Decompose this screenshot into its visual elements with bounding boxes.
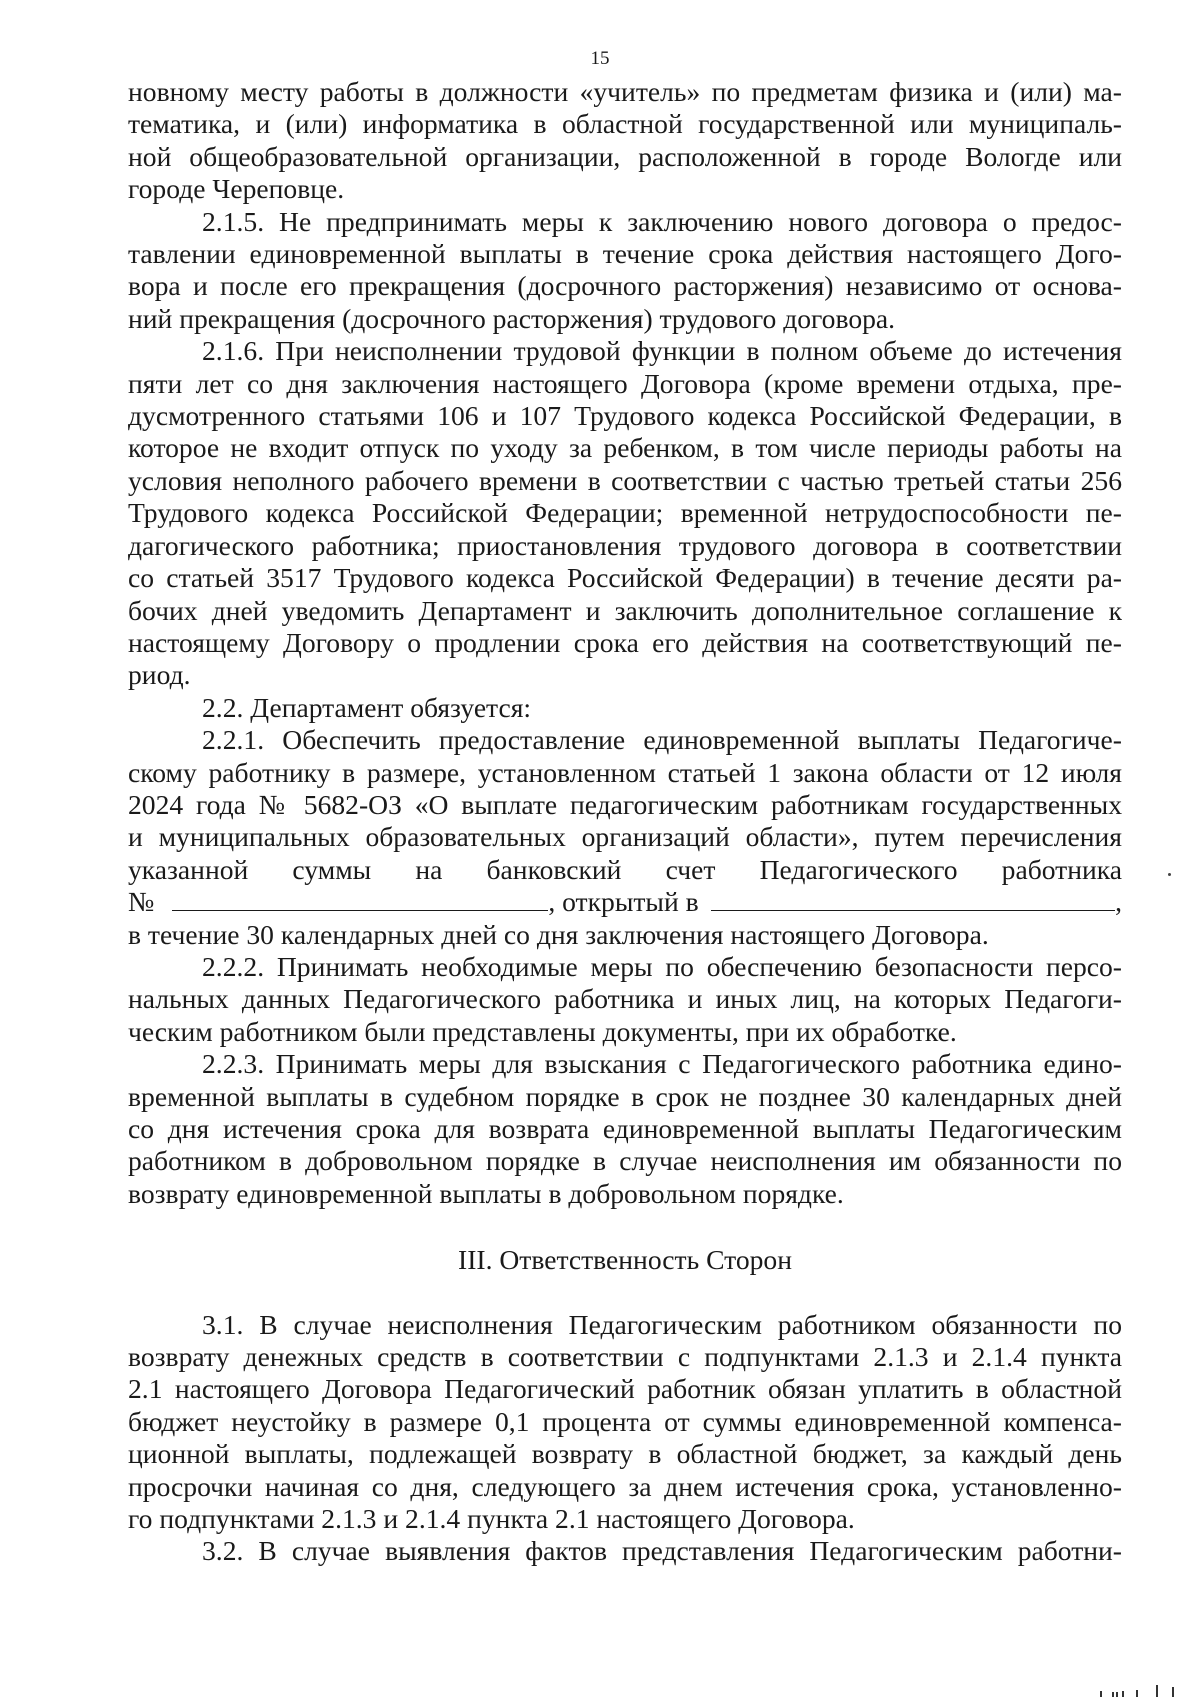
scan-mark [1156,1685,1158,1697]
text-line: бочих дней уведомить Департамент и заключить дополнительное соглашение к [128,594,1122,626]
text-line: 3.1. В случае неисполнения Педагогическим работником обязанности по [202,1308,1122,1340]
text-line: городе Череповце. [128,173,345,205]
text-line: в течение 30 календарных дней со дня заключения настоящего Договора. [128,918,989,950]
text-line: тематика, и (или) информатика в областной государственной или муниципаль- [128,108,1122,140]
text-line: ческим работником были представлены документы, при их обработке. [128,1015,957,1047]
text-line: 2.2.2. Принимать необходимые меры по обеспечению безопасности персо- [202,950,1122,982]
bank-name-blank[interactable] [711,888,1115,911]
text-line: тавлении единовременной выплаты в течение срока действия настоящего Дого- [128,238,1122,270]
opened-at-label: , открытый в [548,886,699,918]
paragraph-2-2 [128,692,1122,724]
scan-dot [1168,873,1171,876]
scan-mark [1172,1687,1174,1697]
document-body [128,76,1122,1568]
paragraph-3-2 [128,1535,1122,1567]
text-line: Трудового кодекса Российской Федерации; временной нетрудоспособности пе- [128,497,1122,529]
text-line: временной выплаты в судебном порядке в срок не позднее 30 календарных дней [128,1080,1122,1112]
text-line: условия неполного рабочего времени в соответствии с частью третьей статьи 256 [128,464,1122,496]
text-line: 2.2.3. Принимать меры для взыскания с Педагогического работника едино- [202,1048,1122,1080]
text-line: нальных данных Педагогического работника и иных лиц, на которых Педагоги- [128,983,1122,1015]
paragraph-2-1-6 [128,335,1122,691]
text-line: возврату единовременной выплаты в добровольном порядке. [128,1177,844,1209]
text-line: возврату денежных средств в соответствии с подпунктами 2.1.3 и 2.1.4 пункта [128,1341,1122,1373]
text-line: указанной суммы на банковский счет Педагогического работника [128,853,1122,885]
text-line: вора и после его прекращения (досрочного расторжения) независимо от основа- [128,270,1122,302]
text-line: которое не входит отпуск по уходу за ребенком, в том числе периоды работы на [128,432,1122,464]
text-line: пяти лет со дня заключения настоящего Договора (кроме времени отдыха, пре- [128,367,1122,399]
scan-mark [1122,1691,1124,1697]
text-line: 2.1.6. При неисполнении трудовой функции в полном объеме до истечения [202,335,1122,367]
text-line: 2.1.5. Не предпринимать меры к заключению нового договора о предос- [202,205,1122,237]
text-line: 3.2. В случае выявления фактов представления Педагогическим работни- [202,1535,1122,1567]
text-line: ной общеобразовательной организации, расположенной в городе Вологде или [128,140,1122,172]
scan-mark [1136,1690,1138,1697]
text-line: 2.2.1. Обеспечить предоставление единовременной выплаты Педагогиче- [202,724,1122,756]
paragraph-2-2-1 [128,724,1122,951]
text-line: работником в добровольном порядке в случае неисполнения им обязанности по [128,1145,1122,1177]
paragraph-2-1-5 [128,206,1122,336]
text-line: риод. [128,659,191,691]
text-line: дусмотренного статьями 106 и 107 Трудового кодекса Российской Федерации, в [128,400,1122,432]
page-number: 15 [590,48,610,69]
text-line: го подпунктами 2.1.3 и 2.1.4 пункта 2.1 настоящего Договора. [128,1503,855,1535]
account-number-blank[interactable] [172,888,548,911]
number-sign: № [128,886,155,918]
section-heading: III. Ответственность Сторон [458,1244,792,1276]
text-line: дагогического работника; приостановления трудового договора в соответствии [128,529,1122,561]
paragraph-2-2-2 [128,951,1122,1048]
text-line: 2.1 настоящего Договора Педагогический работник обязан уплатить в областной [128,1373,1122,1405]
scan-mark [1100,1691,1102,1697]
paragraph-3-1 [128,1309,1122,1536]
text-line: просрочки начиная со дня, следующего за днем истечения срока, установленно- [128,1470,1122,1502]
text-line: со статьей 3517 Трудового кодекса Российской Федерации) в течение десяти ра- [128,562,1122,594]
text-line: со дня истечения срока для возврата единовременной выплаты Педагогическим [128,1113,1122,1144]
text-line: ционной выплаты, подлежащей возврату в областной бюджет, за каждый день [128,1438,1122,1470]
trailing-comma: , [1115,886,1122,918]
paragraph-2-2-3 [128,1048,1122,1210]
text-line: бюджет неустойку в размере 0,1 процента от суммы единовременной компенса- [128,1405,1122,1437]
text-line: и муниципальных образовательных организаций области», путем перечисления [128,821,1122,853]
text-line: скому работнику в размере, установленном статьей 1 закона области от 12 июля [128,756,1122,788]
text-line: ний прекращения (досрочного расторжения) трудового договора. [128,302,896,334]
text-line: новному месту работы в должности «учитель» по предметам физика и (или) ма- [128,76,1122,107]
scan-mark [1116,1692,1118,1697]
paragraph-continuation [128,76,1122,206]
scan-mark [1112,1692,1114,1697]
text-line: 2.2. Департамент обязуется: [202,691,532,723]
text-line: 2024 года № 5682-ОЗ «О выплате педагогическим работникам государственных [128,788,1122,820]
scan-edge-marks [1092,1684,1192,1697]
account-number-row [128,886,1122,918]
text-line: настоящему Договору о продлении срока его действия на соответствующий пе- [128,626,1122,658]
